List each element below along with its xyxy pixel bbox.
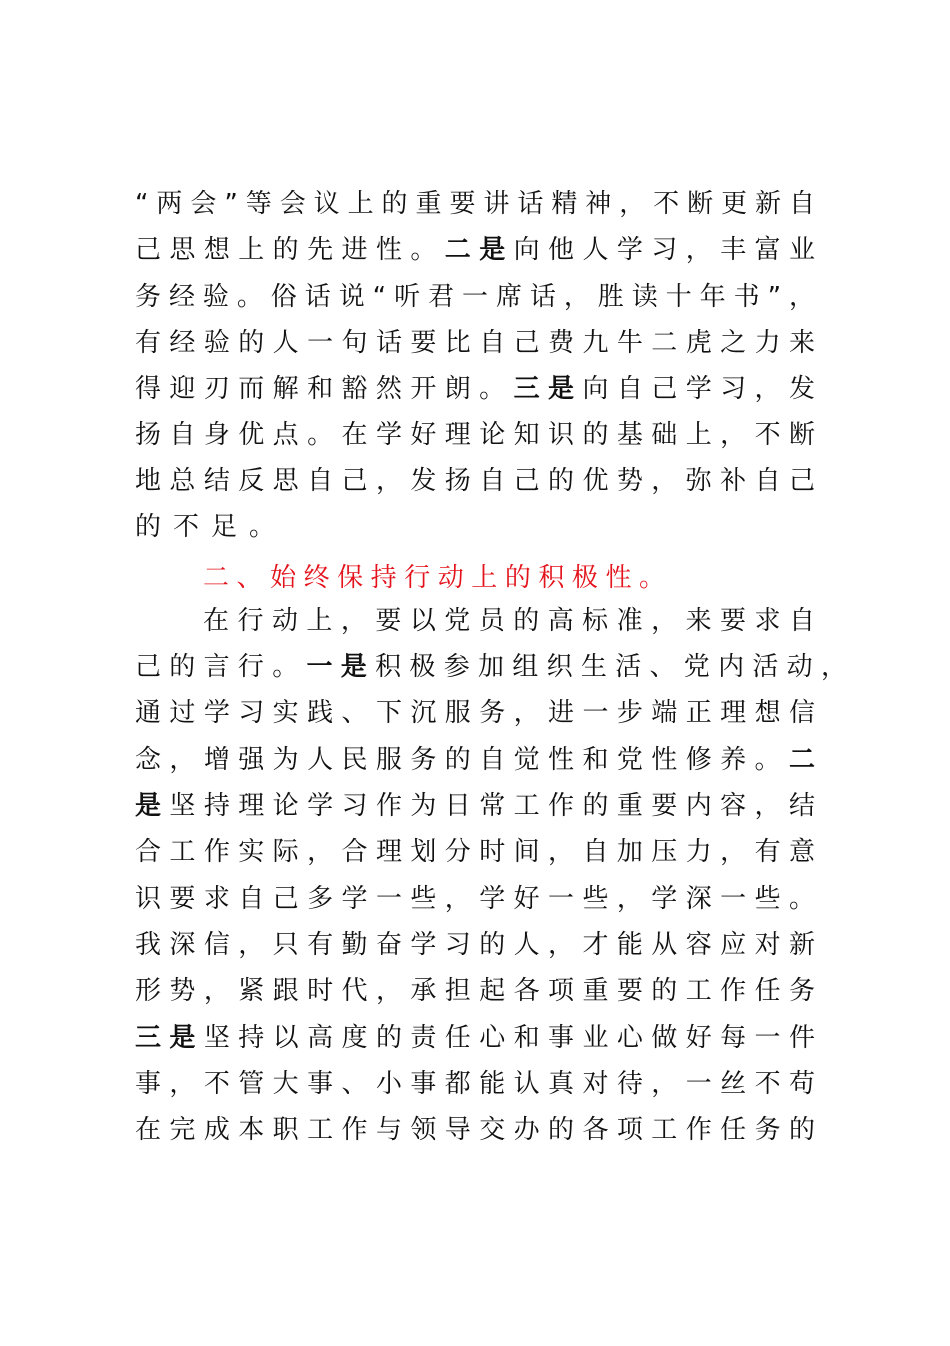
emphasis-label: 是	[135, 791, 170, 821]
paragraph-line: 地总结反思自己，发扬自己的优势，弥补自己	[135, 466, 815, 496]
paragraph-line: 合工作实际，合理划分时间，自加压力，有意	[135, 837, 815, 867]
paragraph-line: 务经验。俗话说“听君一席话，胜读十年书”，	[135, 282, 815, 312]
paragraph-line: 三是坚持以高度的责任心和事业心做好每一件	[135, 1023, 815, 1053]
paragraph-line: 念，增强为人民服务的自觉性和党性修养。二	[135, 745, 815, 775]
paragraph-line: 得迎刃而解和豁然开朗。三是向自己学习，发	[135, 374, 815, 404]
paragraph-line: 识要求自己多学一些，学好一些，学深一些。	[135, 884, 815, 914]
emphasis-label: 一是	[306, 652, 376, 682]
paragraph-line: 扬自身优点。在学好理论知识的基础上，不断	[135, 420, 815, 450]
emphasis-label: 二是	[444, 235, 514, 265]
emphasis-label: 二	[788, 745, 815, 775]
paragraph-line: 在行动上，要以党员的高标准，来要求自	[203, 606, 815, 636]
paragraph-line: 事，不管大事、小事都能认真对待，一丝不苟	[135, 1069, 815, 1099]
paragraph-line: 是坚持理论学习作为日常工作的重要内容，结	[135, 791, 815, 821]
paragraph-line: 形势，紧跟时代，承担起各项重要的工作任务	[135, 976, 815, 1006]
paragraph-line: 己的言行。一是积极参加组织生活、党内活动，	[135, 652, 847, 682]
paragraph-line: 在完成本职工作与领导交办的各项工作任务的	[135, 1115, 815, 1145]
emphasis-label: 三是	[513, 374, 583, 404]
emphasis-label: 三是	[135, 1023, 204, 1053]
paragraph-line: 有经验的人一句话要比自己费九牛二虎之力来	[135, 328, 815, 358]
paragraph-line: “两会”等会议上的重要讲话精神，不断更新自	[135, 189, 815, 219]
paragraph-line: 通过学习实践、下沉服务，进一步端正理想信	[135, 698, 815, 728]
paragraph-line: 我深信，只有勤奋学习的人，才能从容应对新	[135, 930, 815, 960]
paragraph-line: 的不足。	[135, 512, 288, 542]
section-heading: 二、始终保持行动上的积极性。	[203, 563, 665, 593]
paragraph-line: 己思想上的先进性。二是向他人学习，丰富业	[135, 235, 815, 265]
